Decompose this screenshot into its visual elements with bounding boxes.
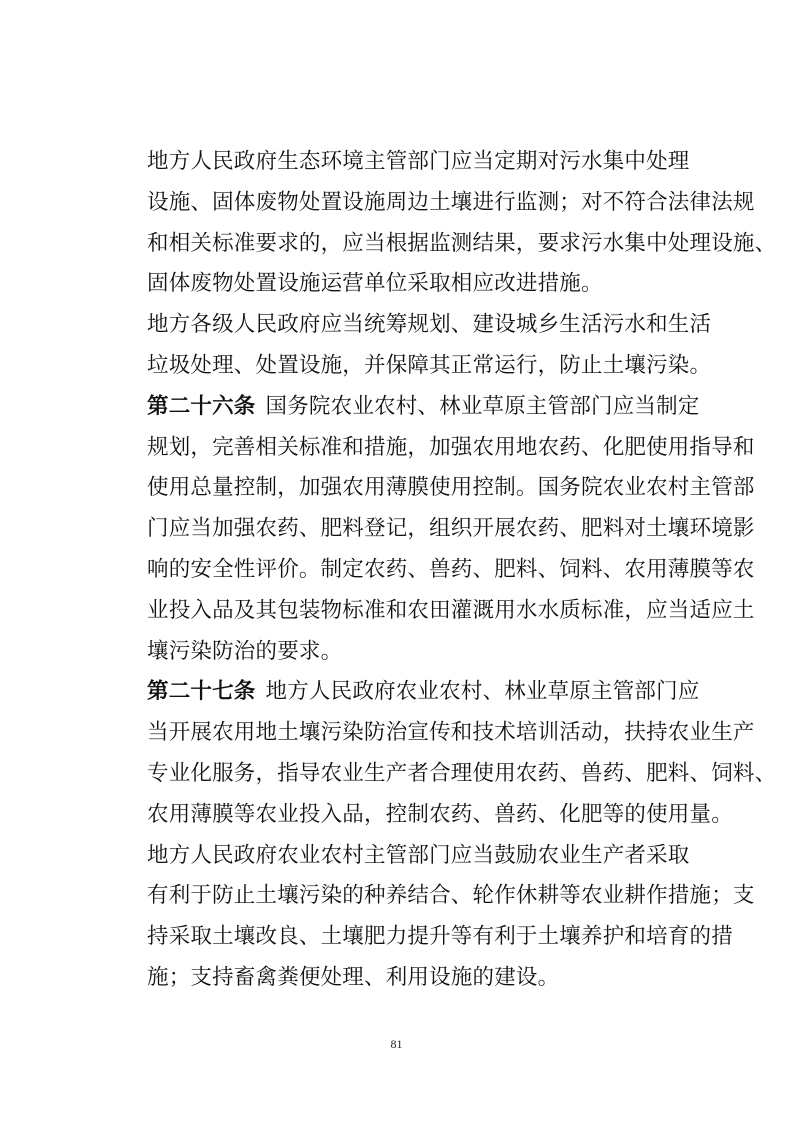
text-line: 地方人民政府农业农村主管部门应当鼓励农业生产者采取 <box>147 842 690 868</box>
text-line: 专业化服务，指导农业生产者合理使用农药、兽药、肥料、饲料、 <box>147 760 777 786</box>
text-line <box>104 387 700 428</box>
text-line: 壤污染防治的要求。 <box>147 638 343 664</box>
body-text <box>104 142 777 999</box>
text-line: 农用薄膜等农业投入品，控制农药、兽药、化肥等的使用量。 <box>147 801 733 827</box>
text-line: 规划，完善相关标准和措施，加强农用地农药、化肥使用指导和 <box>147 434 755 460</box>
page-number: 81 <box>390 1037 403 1051</box>
text-line: 施；支持畜禽粪便处理、利用设施的建设。 <box>147 964 560 990</box>
article-heading: 第二十七条 <box>147 679 256 705</box>
text-line: 设施、固体废物处置设施周边土壤进行监测；对不符合法律法规 <box>147 189 755 215</box>
text-line <box>104 672 700 713</box>
article-27 <box>104 672 777 835</box>
text-line: 业投入品及其包装物标准和农田灌溉用水水质标准，应当适应土 <box>147 597 755 623</box>
text-line: 门应当加强农药、肥料登记，组织开展农药、肥料对土壤环境影 <box>147 516 755 542</box>
paragraph <box>104 836 755 999</box>
paragraph <box>104 305 712 387</box>
text-run: 地方人民政府农业农村、林业草原主管部门应 <box>265 679 700 705</box>
text-line: 当开展农用地土壤污染防治宣传和技术培训活动，扶持农业生产 <box>147 720 755 746</box>
text-line: 垃圾处理、处置设施，并保障其正常运行，防止土壤污染。 <box>147 352 712 378</box>
text-line: 有利于防止土壤污染的种养结合、轮作休耕等农业耕作措施；支 <box>147 883 755 909</box>
text-line: 使用总量控制，加强农用薄膜使用控制。国务院农业农村主管部 <box>147 475 755 501</box>
article-heading: 第二十六条 <box>147 393 256 419</box>
text-line: 和相关标准要求的，应当根据监测结果，要求污水集中处理设施、 <box>147 230 777 256</box>
text-run: 国务院农业农村、林业草原主管部门应当制定 <box>265 393 700 419</box>
article-26 <box>104 387 755 673</box>
text-line: 地方各级人民政府应当统筹规划、建设城乡生活污水和生活 <box>147 312 712 338</box>
text-line: 固体废物处置设施运营单位采取相应改进措施。 <box>147 271 603 297</box>
paragraph <box>104 142 777 305</box>
text-line: 持采取土壤改良、土壤肥力提升等有利于土壤养护和培育的措 <box>147 924 733 950</box>
text-line: 响的安全性评价。制定农药、兽药、肥料、饲料、农用薄膜等农 <box>147 556 755 582</box>
text-line: 地方人民政府生态环境主管部门应当定期对污水集中处理 <box>147 149 690 174</box>
